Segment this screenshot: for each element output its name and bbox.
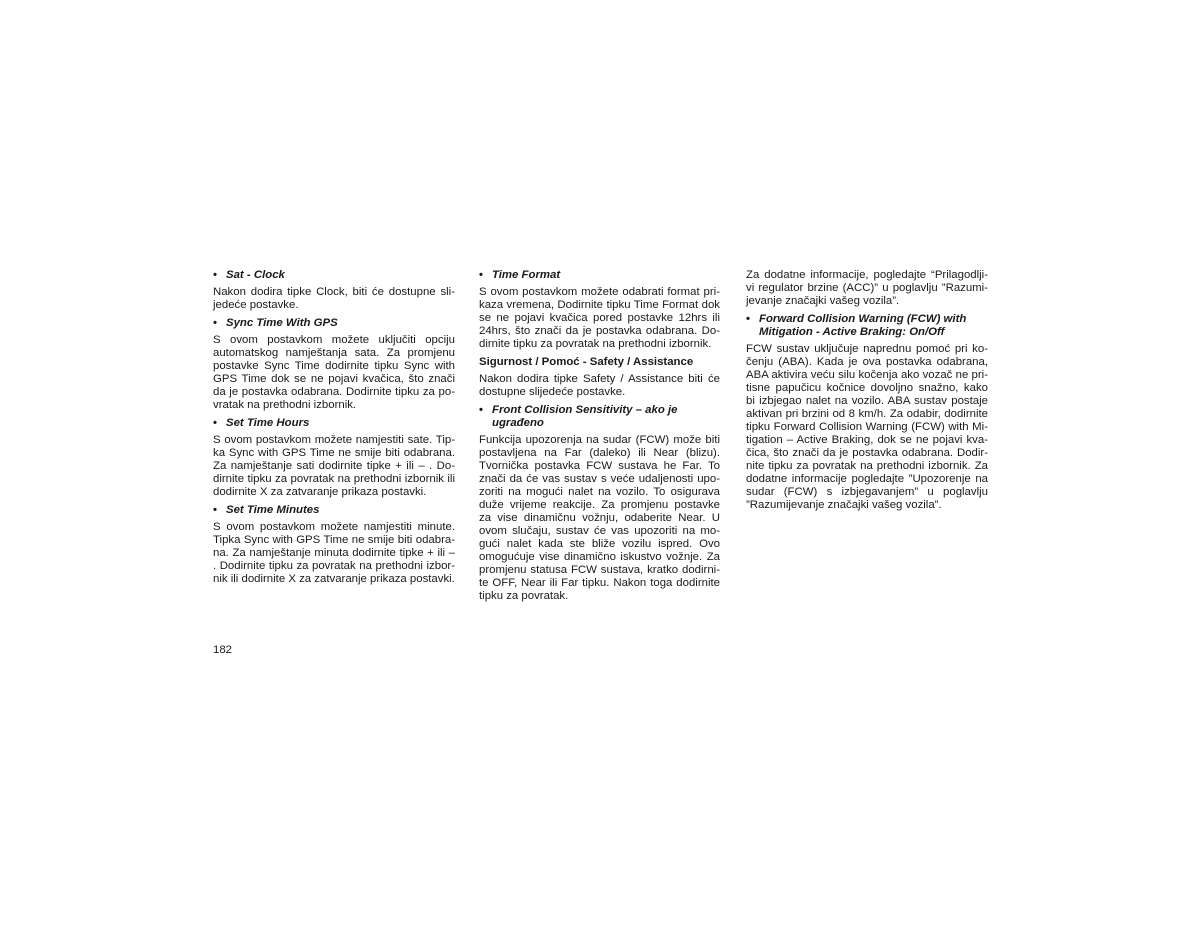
text-column-middle	[479, 269, 720, 608]
page-number: 182	[213, 644, 233, 656]
paragraph-fcw-mitigation: FCW sustav uključuje naprednu pomoć pri ko-čenju (ABA). Kada je ova postavka odabrana, ABA aktivira veću silu kočenja ako vozač ne pri-tisne papučicu kočnice dovoljno snažno, kako bi izbjegao nalet na vozilo. ABA sustav postaje aktivan pri brzini od 8 km/h. Za odabir, dodirnite tipku Forward Collision Warning (FCW) with Mi-tigation – Active Braking, dok se ne pojavi kva-čica, što znači da je postavka odabrana. Dodir-nite tipku za povratak na prethodni izbornik. Za dodatne informacije pogledajte ”Upozorenje na sudar (FCW) s izbjegavanjem” u poglavlju ”Razumijevanje značajki vašeg vozila”.	[746, 343, 988, 511]
paragraph-sat-clock: Nakon dodira tipke Clock, biti će dostupne sli-jedeće postavke.	[213, 286, 455, 311]
bullet-heading-sync-time: • Sync Time With GPS	[213, 317, 455, 330]
paragraph-sync-time: S ovom postavkom možete uključiti opciju automatskog namještanja sata. Za promjenu postavke Sync Time dodirnite tipku Sync with GPS Time dok se ne pojavi kvačica, što znači da je postavka odabrana. Dodirnite tipku za po-vratak na prethodni izbornik.	[213, 334, 455, 411]
paragraph-front-collision-sensitivity: Funkcija upozorenja na sudar (FCW) može biti postavljena na Far (daleko) ili Near (blizu). Tvornička postavka FCW sustava he Far. To znači da će vas sustav s veće udaljenosti upo-zoriti na mogući nalet na vozilo. To osigurava duže vrijeme reakcije. Za promjenu postavke za vise dinamičnu vožnju, odaberite Near. U ovom slučaju, sustav će vas upozoriti na mo-gući nalet kada ste bliže vozilu ispred. Ovo omogućuje vise dinamično iskustvo vožnje. Za promjenu statusa FCW sustava, kratko dodirni-te OFF, Near ili Far tipku. Nakon toga dodirnite tipku za povratak.	[479, 434, 720, 602]
section-heading-safety-assistance: Sigurnost / Pomoć - Safety / Assistance	[479, 356, 694, 368]
bullet-heading-set-time-hours: • Set Time Hours	[213, 417, 455, 430]
bullet-heading-front-collision-sensitivity: • Front Collision Sensitivity – ako je ugrađeno	[479, 404, 720, 430]
bullet-heading-time-format: • Time Format	[479, 269, 720, 282]
text-column-right	[746, 269, 988, 517]
paragraph-set-time-minutes: S ovom postavkom možete namjestiti minute. Tipka Sync with GPS Time ne smije biti odabra-na. Za namještanje minuta dodirnite tipke + ili – . Dodirnite tipku za povratak na prethodni izbor-nik ili dodirnite X za zatvaranje prikaza postavki.	[213, 521, 455, 585]
text-column-left	[213, 269, 455, 591]
paragraph-set-time-hours: S ovom postavkom možete namjestiti sate. Tip-ka Sync with GPS Time ne smije biti odabrana. Za namještanje sati dodirnite tipke + ili – . Do-dirnite tipku za povratak na prethodni izbornik ili dodirnite X za zatvaranje prikaza postavki.	[213, 434, 455, 498]
paragraph-time-format: S ovom postavkom možete odabrati format pri-kaza vremena, Dodirnite tipku Time Format dok se ne pojavi kvačica pored postavke 12hrs ili 24hrs, što znači da je postavka odabrana. Do-dirnite tipku za povratak na prethodni izbornik.	[479, 286, 720, 350]
paragraph-acc-reference: Za dodatne informacije, pogledajte “Prilagodlji-vi regulator brzine (ACC)” u poglavlju ”Razumi-jevanje značajki vašeg vozila”.	[746, 269, 988, 307]
bullet-heading-set-time-minutes: • Set Time Minutes	[213, 504, 455, 517]
paragraph-safety-assistance: Nakon dodira tipke Safety / Assistance biti će dostupne slijedeće postavke.	[479, 373, 720, 398]
bullet-heading-sat-clock: • Sat - Clock	[213, 269, 455, 282]
bullet-heading-fcw-mitigation: • Forward Collision Warning (FCW) with Mitigation - Active Braking: On/Off	[746, 313, 988, 339]
